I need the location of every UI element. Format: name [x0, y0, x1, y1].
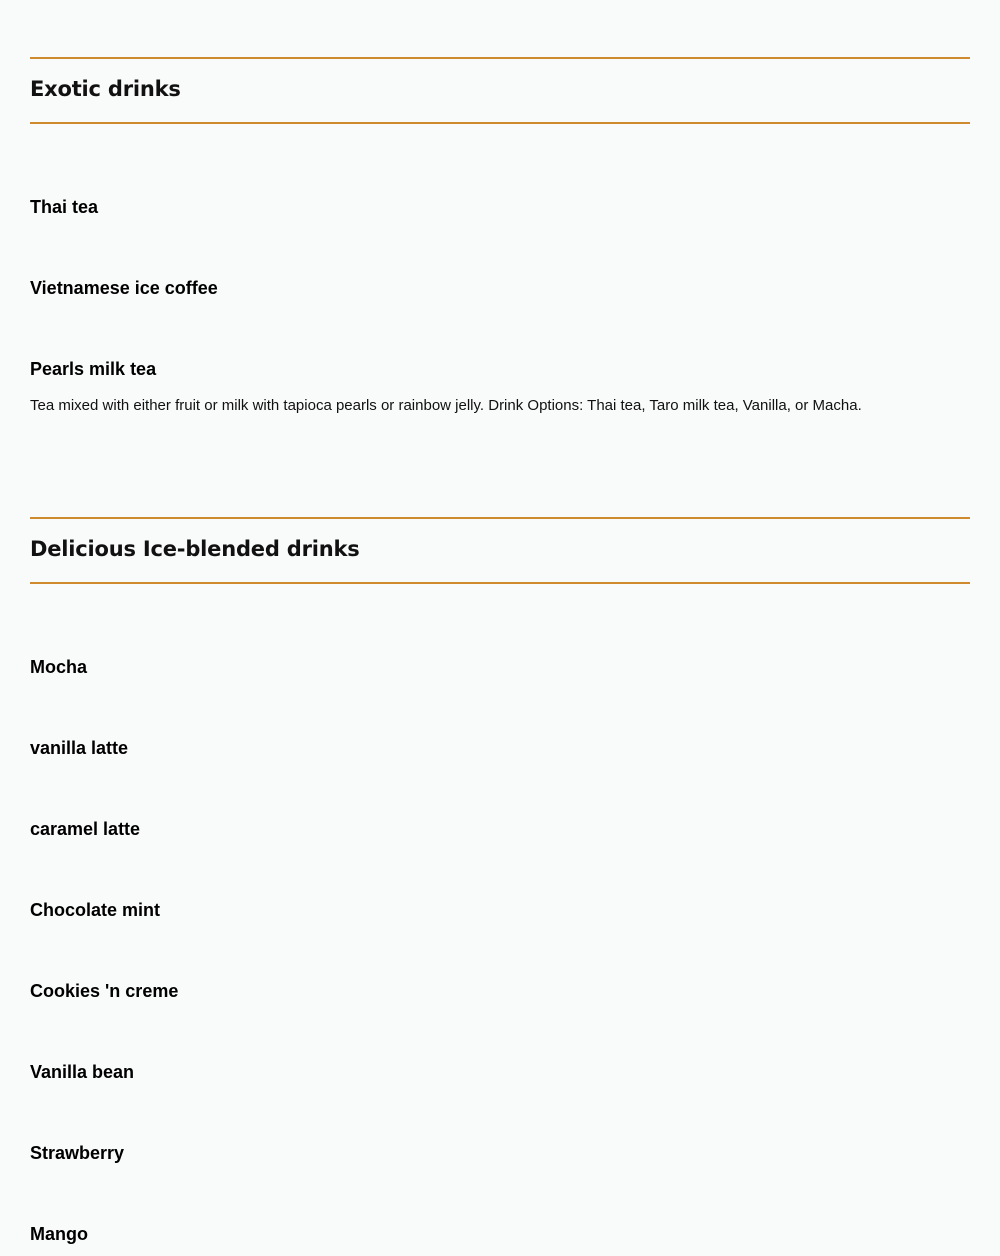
menu-item-name: Cookies 'n creme	[30, 981, 179, 1001]
menu-item-name: Vanilla bean	[30, 1062, 135, 1082]
menu-item-name: Strawberry	[30, 1143, 125, 1163]
menu-item-name: Mocha	[30, 657, 88, 677]
section-header-exotic-drinks	[30, 57, 970, 124]
menu-item-name: Pearls milk tea	[30, 359, 157, 379]
menu-item-name: Vietnamese ice coffee	[30, 278, 218, 298]
menu-item-name: vanilla latte	[30, 738, 129, 758]
menu-item-name: Thai tea	[30, 197, 99, 217]
menu-item-name: caramel latte	[30, 819, 141, 839]
menu-item-description: Tea mixed with either fruit or milk with tapioca pearls or rainbow jelly. Drink Options: Thai tea, Taro milk tea, Vanilla, or Macha.	[30, 397, 862, 414]
section-title: Delicious Ice-blended drinks	[30, 537, 360, 561]
section-header-ice-blended-drinks	[30, 517, 970, 584]
menu-item-name: Chocolate mint	[30, 900, 161, 920]
section-title: Exotic drinks	[30, 77, 181, 101]
menu-item-name: Mango	[30, 1224, 88, 1244]
